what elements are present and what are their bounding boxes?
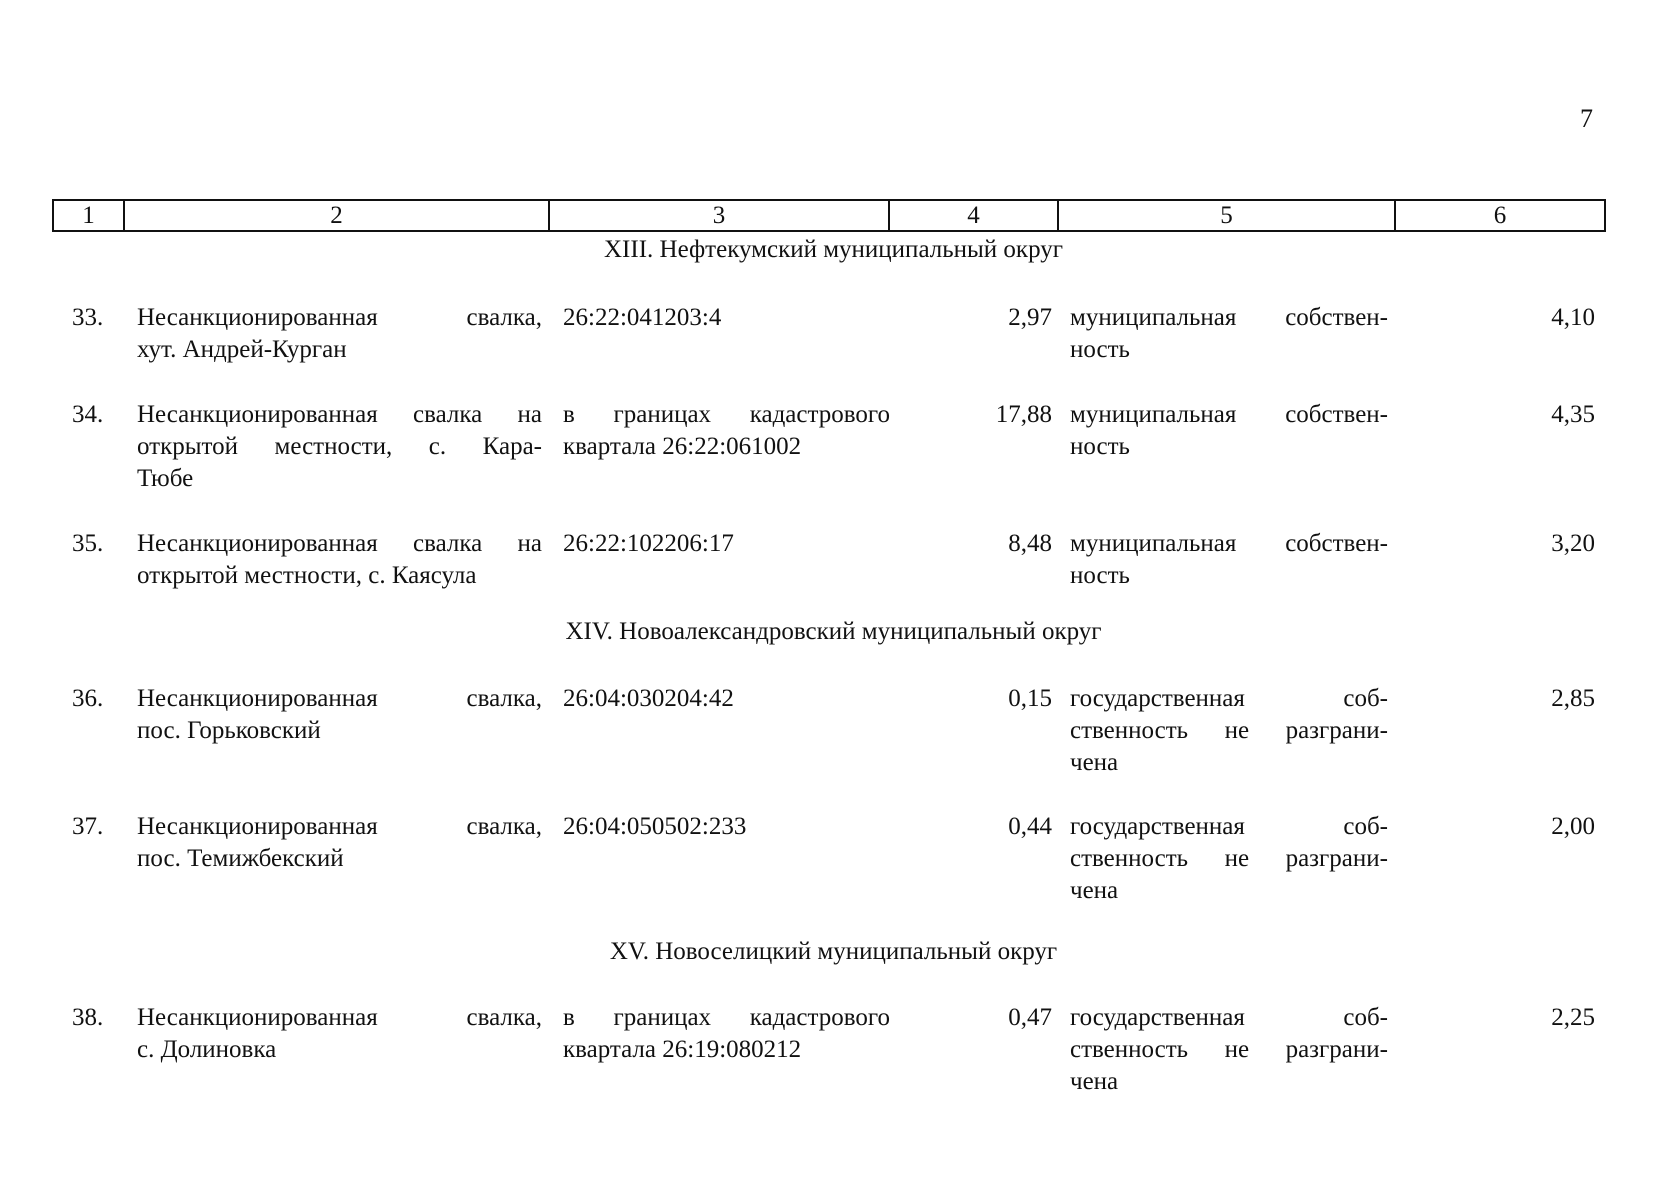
column-number-6: 6 [1395,200,1605,231]
site-name [137,399,542,495]
site-name-line: Несанкционированная свалка, [137,685,542,712]
ownership-line: чена [1070,749,1119,776]
ownership-line: ность [1070,336,1130,363]
value-column-6: 2,85 [1551,685,1595,712]
value-column-6: 3,20 [1551,530,1595,557]
ownership-line: государственная соб- [1070,813,1388,840]
ownership-line: ственность не разграни- [1070,1036,1388,1063]
ownership-line: чена [1070,1068,1119,1095]
site-name-line: пос. Горьковский [137,717,321,744]
site-name-line: открытой местности, с. Каясула [137,562,477,589]
column-number-3: 3 [549,200,889,231]
cadastral-line: квартала 26:22:061002 [563,433,802,460]
ownership-line: государственная соб- [1070,1004,1388,1031]
cadastral-line: в границах кадастрового [563,1004,890,1031]
area-value: 0,15 [1008,685,1052,712]
value-column-6: 2,00 [1551,813,1595,840]
row-number: 34. [72,401,104,428]
ownership-line: государственная соб- [1070,685,1388,712]
site-name [137,302,542,366]
row-number: 38. [72,1004,104,1031]
site-name-line: открытой местности, с. Кара- [137,433,542,460]
ownership-line: ственность не разграни- [1070,717,1388,744]
site-name-line: Тюбе [137,465,194,492]
site-name [137,528,542,592]
column-number-5: 5 [1058,200,1395,231]
value-column-6: 4,35 [1551,401,1595,428]
site-name-line: Несанкционированная свалка, [137,304,542,331]
row-number: 36. [72,685,104,712]
site-name-line: с. Долиновка [137,1036,277,1063]
cadastral-line: 26:22:041203:4 [563,304,722,331]
cadastral-number [563,811,890,843]
ownership [1070,528,1388,592]
area-value: 2,97 [1008,304,1052,331]
area-value: 0,47 [1008,1004,1052,1031]
site-name [137,1002,542,1066]
site-name-line: хут. Андрей-Курган [137,336,347,363]
column-number-2: 2 [124,200,549,231]
column-number-1: 1 [53,200,124,231]
cadastral-number [563,302,890,334]
page-number: 7 [1580,104,1593,133]
site-name-line: Несанкционированная свалка, [137,813,542,840]
ownership-line: муниципальная собствен- [1070,304,1388,331]
site-name-line: Несанкционированная свалка на [137,530,542,557]
site-name-line: Несанкционированная свалка на [137,401,542,428]
cadastral-number [563,528,890,560]
cadastral-number [563,683,890,715]
cadastral-number [563,399,890,463]
area-value: 8,48 [1008,530,1052,557]
ownership-line: ность [1070,562,1130,589]
cadastral-line: квартала 26:19:080212 [563,1036,802,1063]
column-number-4: 4 [889,200,1058,231]
ownership [1070,811,1388,907]
ownership-line: ность [1070,433,1130,460]
cadastral-number [563,1002,890,1066]
section-title: XIII. Нефтекумский муниципальный округ [603,236,1064,263]
cadastral-line: в границах кадастрового [563,401,890,428]
column-number-header [52,199,1606,232]
site-name-line: пос. Темижбекский [137,845,344,872]
cadastral-line: 26:04:030204:42 [563,685,734,712]
area-value: 17,88 [995,401,1052,428]
ownership-line: муниципальная собствен- [1070,530,1388,557]
ownership [1070,302,1388,366]
ownership [1070,683,1388,779]
row-number: 35. [72,530,104,557]
area-value: 0,44 [1008,813,1052,840]
ownership-line: муниципальная собствен- [1070,401,1388,428]
section-title: XIV. Новоалександровский муниципальный округ [565,618,1102,645]
section-title: XV. Новоселицкий муниципальный округ [609,938,1058,965]
ownership-line: ственность не разграни- [1070,845,1388,872]
site-name [137,683,542,747]
ownership [1070,399,1388,463]
row-number: 33. [72,304,104,331]
value-column-6: 2,25 [1551,1004,1595,1031]
value-column-6: 4,10 [1551,304,1595,331]
row-number: 37. [72,813,104,840]
site-name [137,811,542,875]
cadastral-line: 26:04:050502:233 [563,813,747,840]
cadastral-line: 26:22:102206:17 [563,530,734,557]
ownership [1070,1002,1388,1098]
ownership-line: чена [1070,877,1119,904]
site-name-line: Несанкционированная свалка, [137,1004,542,1031]
